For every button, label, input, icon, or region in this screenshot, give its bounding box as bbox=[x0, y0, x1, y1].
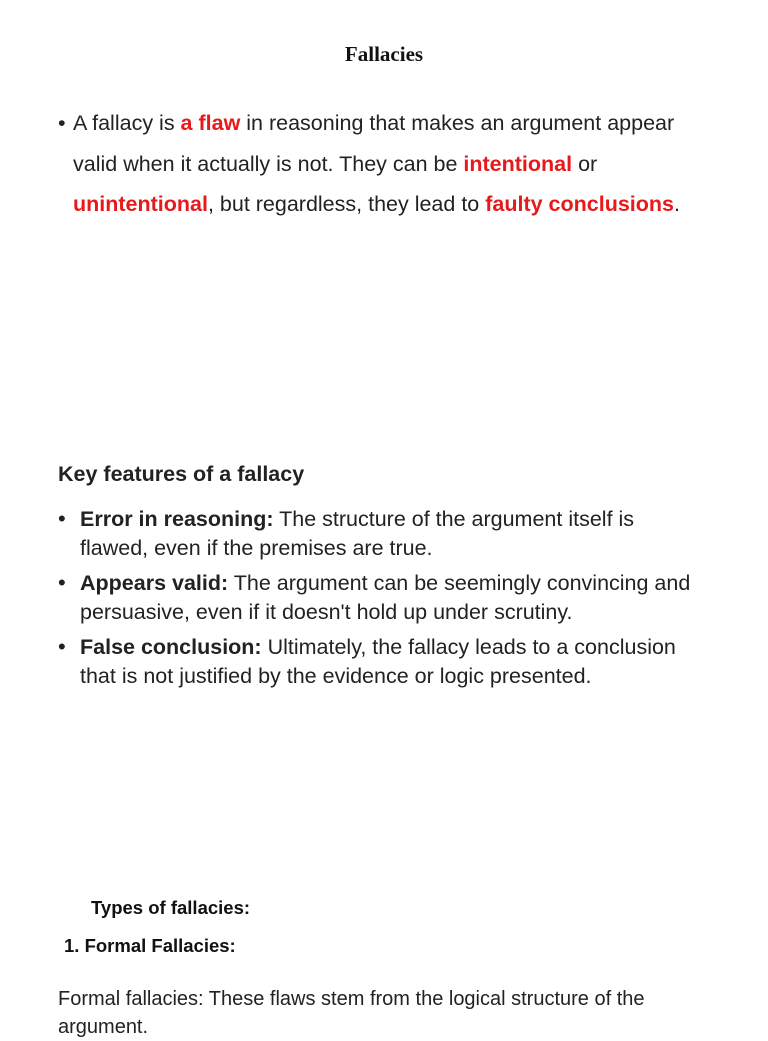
bullet-dot: • bbox=[58, 570, 66, 595]
feature-term: Error in reasoning: bbox=[80, 507, 274, 531]
highlight-unintentional: unintentional bbox=[73, 192, 208, 216]
intro-text-1: A fallacy is bbox=[73, 111, 181, 135]
intro-text-4: , but regardless, they lead to bbox=[207, 192, 486, 216]
bullet-dot: • bbox=[58, 634, 66, 659]
feature-description: The structure of the argument itself is flawed, even if the premises are true. bbox=[80, 507, 635, 560]
page-title: Fallacies bbox=[344, 42, 424, 66]
features-heading: Key features of a fallacy bbox=[58, 462, 305, 486]
intro-text-3: or bbox=[572, 151, 598, 176]
feature-term: False conclusion: bbox=[80, 635, 262, 659]
list-item bbox=[58, 569, 708, 626]
feature-description: The argument can be seemingly convincing and persuasive, even if it doesn't hold up under scrutiny. bbox=[80, 571, 691, 624]
list-item bbox=[58, 505, 708, 562]
highlight-faulty-conclusions: faulty conclusions bbox=[485, 192, 674, 216]
formal-fallacies-text: Formal fallacies: These flaws stem from the logical structure of the argument. bbox=[58, 988, 645, 1038]
intro-text-5: . bbox=[674, 192, 680, 216]
intro-paragraph bbox=[58, 103, 718, 225]
feature-description: Ultimately, the fallacy leads to a conclusion that is not justified by the evidence or logic presented. bbox=[80, 635, 676, 688]
intro-text bbox=[73, 103, 718, 225]
types-heading: Types of fallacies: bbox=[91, 897, 251, 918]
bullet-marker: • bbox=[58, 111, 66, 135]
features-list bbox=[58, 505, 708, 697]
highlight-flaw: a flaw bbox=[180, 111, 241, 135]
feature-term: Appears valid: bbox=[80, 571, 229, 595]
list-item bbox=[58, 633, 708, 690]
intro-text-2: in reasoning that makes an argument appear valid when it actually is not. They can be bbox=[73, 111, 675, 176]
bullet-dot: • bbox=[58, 506, 66, 531]
formal-fallacies-heading: 1. Formal Fallacies: bbox=[64, 935, 236, 956]
highlight-intentional: intentional bbox=[463, 151, 573, 176]
